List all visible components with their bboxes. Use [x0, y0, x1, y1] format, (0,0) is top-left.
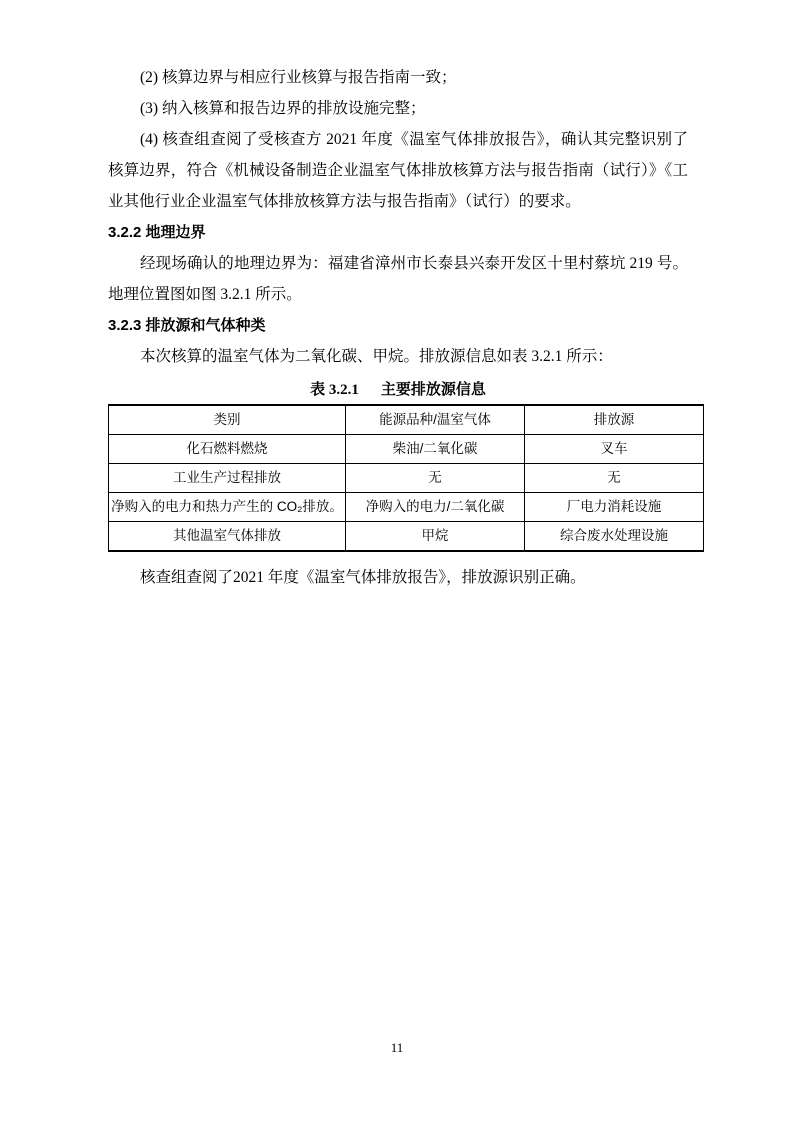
section-heading-3-2-3: 3.2.3 排放源和气体种类	[108, 317, 266, 334]
table-cell: 无	[525, 464, 704, 493]
table-row	[109, 522, 704, 552]
table-cell: 叉车	[525, 435, 704, 464]
paragraph-criterion-2: (2) 核算边界与相应行业核算与报告指南一致；	[140, 69, 457, 86]
table-cell: 甲烷	[346, 522, 525, 552]
table-row	[109, 435, 704, 464]
page-number: 11	[390, 1040, 404, 1055]
table-cell: 其他温室气体排放	[109, 522, 346, 552]
paragraph-criterion-3: (3) 纳入核算和报告边界的排放设施完整；	[140, 100, 426, 117]
table-header-row	[109, 405, 704, 435]
table-cell: 工业生产过程排放	[109, 464, 346, 493]
table-cell: 净购入的电力和热力产生的 CO₂排放。	[109, 493, 346, 522]
table-header-cell-category: 类别	[109, 405, 346, 435]
table-header-cell-source: 排放源	[525, 405, 704, 435]
table-cell: 化石燃料燃烧	[109, 435, 346, 464]
table-cell: 柴油/二氧化碳	[346, 435, 525, 464]
table-cell: 综合废水处理设施	[525, 522, 704, 552]
table-row	[109, 493, 704, 522]
section-body-3-2-2: 经现场确认的地理边界为：福建省漳州市长泰县兴泰开发区十里村蔡坑 219 号。地理位置图如图 3.2.1 所示。	[108, 255, 688, 303]
table-cell: 无	[346, 464, 525, 493]
table-row	[109, 464, 704, 493]
page-content	[108, 62, 688, 593]
table-cell: 净购入的电力/二氧化碳	[346, 493, 525, 522]
paragraph-criterion-4: (4) 核查组查阅了受核查方 2021 年度《温室气体排放报告》，确认其完整识别了核算边界，符合《机械设备制造企业温室气体排放核算方法与报告指南（试行）》《工业其他行业企业温室气体排放核算方法与报告指南》（试行）的要求。	[108, 131, 688, 210]
table-caption-number: 表 3.2.1	[310, 382, 359, 398]
paragraph-closing: 核查组查阅了2021 年度《温室气体排放报告》，排放源识别正确。	[140, 569, 586, 586]
table-cell: 厂电力消耗设施	[525, 493, 704, 522]
table-header-cell-energy-type: 能源品种/温室气体	[346, 405, 525, 435]
section-body-3-2-3: 本次核算的温室气体为二氧化碳、甲烷。排放源信息如表 3.2.1 所示：	[140, 348, 613, 365]
table-caption	[108, 376, 688, 404]
table-caption-text: 主要排放源信息	[380, 382, 486, 398]
emission-source-table	[108, 404, 704, 552]
section-heading-3-2-2: 3.2.2 地理边界	[108, 224, 206, 241]
